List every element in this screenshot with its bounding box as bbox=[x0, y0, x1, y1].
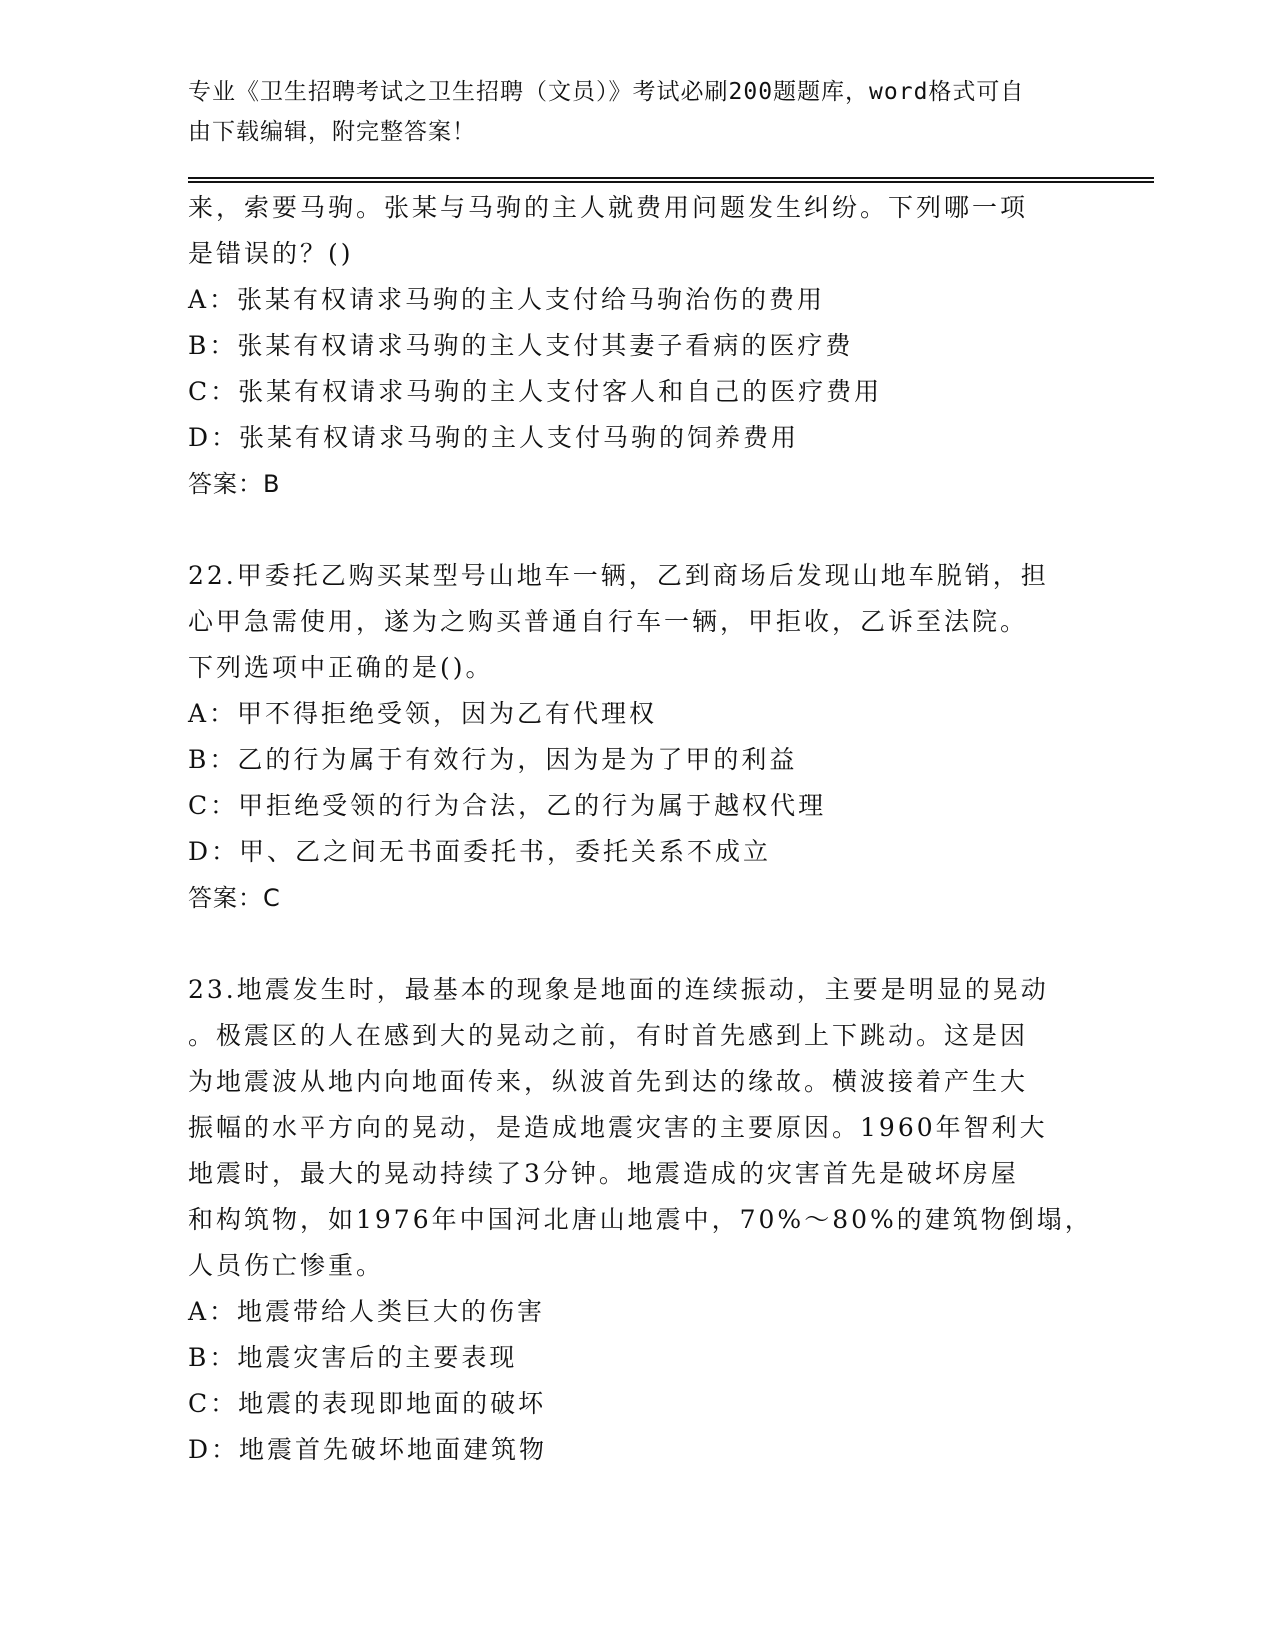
answer-line: 答案：B bbox=[188, 470, 281, 498]
question-stem-line: 。极震区的人在感到大的晃动之前，有时首先感到上下跳动。这是因 bbox=[188, 1021, 1029, 1050]
option-c: C：地震的表现即地面的破坏 bbox=[188, 1389, 547, 1418]
header-title-line-2: 由下载编辑，附完整答案！ bbox=[188, 119, 476, 145]
option-c: C：甲拒绝受领的行为合法，乙的行为属于越权代理 bbox=[188, 791, 827, 820]
option-a: A：地震带给人类巨大的伤害 bbox=[188, 1297, 546, 1326]
option-d: D：甲、乙之间无书面委托书，委托关系不成立 bbox=[188, 837, 772, 866]
option-b: B：张某有权请求马驹的主人支付其妻子看病的医疗费 bbox=[188, 331, 854, 360]
header-title-line-1: 专业《卫生招聘考试之卫生招聘（文员）》考试必刷200题题库，word格式可自 bbox=[188, 79, 1025, 105]
question-stem-line: 下列选项中正确的是()。 bbox=[188, 653, 494, 682]
question-stem-line: 来，索要马驹。张某与马驹的主人就费用问题发生纠纷。下列哪一项 bbox=[188, 193, 1029, 222]
option-b: B：乙的行为属于有效行为，因为是为了甲的利益 bbox=[188, 745, 798, 774]
question-23 bbox=[188, 967, 1093, 1473]
question-stem-line: 振幅的水平方向的晃动，是造成地震灾害的主要原因。1960年智利大 bbox=[188, 1113, 1048, 1142]
question-stem-line: 为地震波从地内向地面传来，纵波首先到达的缘故。横波接着产生大 bbox=[188, 1067, 1029, 1096]
option-d: D：地震首先破坏地面建筑物 bbox=[188, 1435, 548, 1464]
question-22 bbox=[188, 553, 1088, 921]
question-stem-line: 是错误的？() bbox=[188, 239, 354, 268]
option-a: A：张某有权请求马驹的主人支付给马驹治伤的费用 bbox=[188, 285, 826, 314]
question-stem-line: 23.地震发生时，最基本的现象是地面的连续振动，主要是明显的晃动 bbox=[188, 975, 1049, 1004]
header-divider bbox=[188, 177, 1154, 183]
question-stem-line: 人员伤亡惨重。 bbox=[188, 1251, 385, 1280]
option-c: C：张某有权请求马驹的主人支付客人和自己的医疗费用 bbox=[188, 377, 883, 406]
document-body bbox=[188, 185, 1093, 1473]
question-stem-line: 心甲急需使用，遂为之购买普通自行车一辆，甲拒收，乙诉至法院。 bbox=[188, 607, 1029, 636]
question-stem-line: 地震时，最大的晃动持续了3分钟。地震造成的灾害首先是破坏房屋 bbox=[188, 1159, 1019, 1188]
option-a: A：甲不得拒绝受领，因为乙有代理权 bbox=[188, 699, 658, 728]
option-d: D：张某有权请求马驹的主人支付马驹的饲养费用 bbox=[188, 423, 800, 452]
question-stem-line: 和构筑物，如1976年中国河北唐山地震中，70%～80%的建筑物倒塌， bbox=[188, 1205, 1093, 1234]
question-stem-line: 22.甲委托乙购买某型号山地车一辆，乙到商场后发现山地车脱销，担 bbox=[188, 561, 1049, 590]
question-21 bbox=[188, 185, 1088, 507]
page-header bbox=[188, 72, 1068, 152]
option-b: B：地震灾害后的主要表现 bbox=[188, 1343, 518, 1372]
answer-line: 答案：C bbox=[188, 884, 281, 912]
